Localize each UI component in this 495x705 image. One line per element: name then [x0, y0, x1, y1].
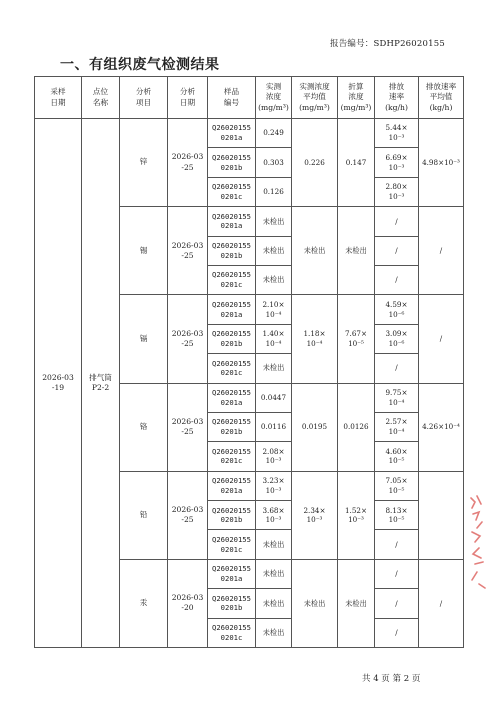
- analysis-item: 汞: [120, 559, 168, 647]
- sample-id-line: Q26020155: [212, 446, 251, 456]
- concentration-average-line: 10⁻³: [306, 515, 323, 525]
- column-header: [419, 77, 464, 119]
- measured-concentration-line: 未检出: [262, 627, 285, 637]
- sample-id: [208, 236, 256, 265]
- measured-concentration-line: 3.23×: [262, 476, 285, 486]
- analysis-item: 铅: [120, 471, 168, 559]
- emission-rate-line: 6.69×: [385, 152, 408, 162]
- sample-id-line: 0201c: [220, 544, 243, 554]
- converted-concentration: [338, 471, 375, 559]
- sample-id-line: 0201b: [220, 162, 243, 172]
- measured-concentration-line: 0.303: [263, 157, 284, 167]
- measured-concentration: [256, 501, 292, 530]
- column-header-line: (mg/m³): [340, 102, 372, 112]
- column-header: [292, 77, 338, 119]
- column-header-line: 速率: [388, 92, 405, 102]
- analysis-date: [168, 295, 208, 383]
- column-header-line: 日期: [179, 97, 196, 107]
- emission-rate-average: [419, 471, 464, 559]
- analysis-date-line: -25: [181, 250, 194, 260]
- sample-id: [208, 295, 256, 324]
- analysis-date: [168, 383, 208, 471]
- measured-concentration: [256, 354, 292, 383]
- converted-concentration: [338, 559, 375, 647]
- sample-id-line: Q26020155: [212, 564, 251, 574]
- emission-rate-average: [419, 207, 464, 295]
- emission-rate: [375, 589, 419, 618]
- analysis-item: 铬: [120, 383, 168, 471]
- red-seal-stamp-icon: [467, 492, 491, 592]
- measured-concentration: [256, 265, 292, 294]
- emission-rate: [375, 383, 419, 412]
- measured-concentration-line: 10⁻⁴: [265, 309, 282, 319]
- emission-rate: [375, 177, 419, 206]
- analysis-date-line: -20: [181, 603, 194, 613]
- measured-concentration: [256, 471, 292, 500]
- measured-concentration: [256, 177, 292, 206]
- analysis-item: 锌: [120, 119, 168, 207]
- sample-id-line: Q26020155: [212, 358, 251, 368]
- measured-concentration-line: 未检出: [262, 363, 285, 373]
- sample-id-line: 0201c: [220, 456, 243, 466]
- sample-id-line: 0201b: [220, 427, 243, 437]
- concentration-average-line: 未检出: [303, 245, 326, 255]
- table-header-row: [35, 77, 464, 119]
- sample-id: [208, 324, 256, 353]
- measured-concentration-line: 2.10×: [262, 299, 285, 309]
- emission-rate-line: 10⁻⁴: [388, 427, 405, 437]
- measured-concentration: [256, 412, 292, 441]
- sample-id-line: Q26020155: [212, 505, 251, 515]
- concentration-average: [292, 559, 338, 647]
- converted-concentration-line: 1.52×: [344, 505, 368, 515]
- table-row: [35, 119, 464, 148]
- sample-id-line: 0201c: [220, 191, 243, 201]
- emission-rate: [375, 265, 419, 294]
- sample-id-line: 0201a: [220, 309, 243, 319]
- sampling-location-line: P2-2: [91, 383, 110, 393]
- column-header-line: 编号: [223, 97, 240, 107]
- column-header-line: 平均值: [303, 92, 326, 102]
- emission-rate: [375, 324, 419, 353]
- sample-id: [208, 383, 256, 412]
- measured-concentration: [256, 530, 292, 559]
- measured-concentration-line: 10⁻³: [265, 515, 282, 525]
- measured-concentration-line: 3.68×: [262, 505, 285, 515]
- emission-rate-line: 7.05×: [385, 476, 408, 486]
- emission-rate: [375, 471, 419, 500]
- measured-concentration: [256, 148, 292, 177]
- concentration-average: [292, 207, 338, 295]
- converted-concentration: [338, 295, 375, 383]
- emission-rate-average: [419, 559, 464, 647]
- emission-rate-line: /: [395, 627, 398, 637]
- sampling-date: [35, 119, 82, 648]
- measured-concentration-line: 10⁻³: [265, 485, 282, 495]
- measured-concentration-line: 10⁻³: [265, 456, 282, 466]
- emission-rate-line: 10⁻³: [388, 133, 405, 143]
- column-header-line: 折算: [348, 82, 364, 92]
- emission-rate: [375, 354, 419, 383]
- measured-concentration-line: 未检出: [262, 245, 285, 255]
- section-title: 一、有组织废气检测结果: [60, 57, 220, 73]
- measured-concentration: [256, 207, 292, 236]
- measured-concentration: [256, 559, 292, 588]
- measured-concentration: [256, 589, 292, 618]
- analysis-date-line: 2026-03: [171, 416, 204, 426]
- emission-rate: [375, 119, 419, 148]
- emission-rate-average: [419, 295, 464, 383]
- concentration-average-line: 0.0195: [301, 422, 328, 432]
- analysis-date: [168, 119, 208, 207]
- analysis-date: [168, 471, 208, 559]
- column-header-line: 项目: [135, 97, 152, 107]
- column-header-line: 浓度: [348, 92, 364, 102]
- column-header-line: (mg/m³): [258, 102, 289, 112]
- emission-rate-line: /: [395, 216, 398, 226]
- concentration-average: [292, 471, 338, 559]
- sample-id-line: Q26020155: [212, 623, 251, 633]
- measured-concentration: [256, 442, 292, 471]
- sample-id: [208, 354, 256, 383]
- column-header-line: 浓度: [265, 92, 282, 102]
- analysis-date-line: 2026-03: [171, 240, 204, 250]
- concentration-average: [292, 119, 338, 207]
- column-header-line: 分析: [135, 87, 152, 97]
- sampling-date-line: -19: [51, 383, 65, 393]
- measured-concentration-line: 未检出: [262, 275, 285, 285]
- sample-id-line: 0201b: [220, 603, 243, 613]
- sample-id: [208, 559, 256, 588]
- measured-concentration-line: 10⁻⁴: [265, 338, 282, 348]
- sampling-date-line: 2026-03: [42, 372, 74, 382]
- sampling-location-line: 排气筒: [89, 372, 112, 382]
- emission-rate-average: [419, 383, 464, 471]
- emission-rate-line: 10⁻⁴: [388, 397, 405, 407]
- emission-rate-average-line: 4.98×10⁻³: [422, 157, 460, 167]
- concentration-average-line: 未检出: [303, 598, 326, 608]
- sample-id-line: 0201c: [220, 280, 243, 290]
- emission-rate-line: 10⁻⁶: [388, 338, 405, 348]
- sample-id: [208, 589, 256, 618]
- concentration-average-line: 1.18×: [303, 329, 326, 339]
- converted-concentration: [338, 207, 375, 295]
- column-header-line: (mg/m³): [299, 102, 330, 112]
- measured-concentration: [256, 618, 292, 647]
- emission-rate-average-line: /: [439, 245, 443, 255]
- emission-rate-line: 3.09×: [385, 329, 408, 339]
- emission-rate-line: 5.44×: [385, 123, 408, 133]
- column-header-line: 日期: [50, 97, 66, 107]
- sampling-location: [82, 119, 120, 648]
- sample-id-line: Q26020155: [212, 534, 251, 544]
- emission-rate-line: 4.60×: [385, 446, 408, 456]
- emission-rate: [375, 236, 419, 265]
- measured-concentration-line: 未检出: [262, 569, 285, 579]
- concentration-average: [292, 295, 338, 383]
- emission-rate-line: /: [395, 569, 398, 579]
- measured-concentration-line: 0.0116: [260, 422, 287, 432]
- sample-id-line: 0201a: [220, 133, 243, 143]
- column-header-line: 点位: [92, 87, 109, 97]
- measured-concentration-line: 未检出: [262, 598, 285, 608]
- column-header-line: 分析: [179, 87, 196, 97]
- column-header: [256, 77, 292, 119]
- emission-rate-line: /: [395, 539, 398, 549]
- analysis-date-line: 2026-03: [171, 505, 204, 515]
- measured-concentration-line: 0.0447: [260, 392, 287, 402]
- sample-id: [208, 442, 256, 471]
- sample-id-line: Q26020155: [212, 299, 251, 309]
- sample-id: [208, 501, 256, 530]
- emission-rate: [375, 501, 419, 530]
- column-header-line: 样品: [223, 87, 240, 97]
- converted-concentration-line: 未检出: [345, 598, 367, 608]
- concentration-average-line: 10⁻⁴: [306, 338, 323, 348]
- column-header: [208, 77, 256, 119]
- column-header-line: 实测浓度: [299, 82, 330, 92]
- column-header: [120, 77, 168, 119]
- emission-rate-average-line: /: [439, 598, 443, 608]
- measured-concentration: [256, 383, 292, 412]
- emission-rate: [375, 618, 419, 647]
- converted-concentration-line: 7.67×: [344, 329, 368, 339]
- emission-rate-line: 10⁻⁵: [388, 515, 405, 525]
- sample-id: [208, 530, 256, 559]
- analysis-date-line: -25: [181, 338, 194, 348]
- emission-rate-line: 8.13×: [385, 505, 408, 515]
- concentration-average: [292, 383, 338, 471]
- emission-rate-average-line: /: [439, 334, 443, 344]
- analysis-date-line: 2026-03: [171, 328, 204, 338]
- analysis-date: [168, 207, 208, 295]
- analysis-date-line: 2026-03: [171, 152, 204, 162]
- concentration-average-line: 2.34×: [303, 505, 326, 515]
- sample-id-line: Q26020155: [212, 417, 251, 427]
- analysis-date-line: -25: [181, 515, 194, 525]
- converted-concentration: [338, 383, 375, 471]
- sample-id: [208, 265, 256, 294]
- page-footer: 共 4 页 第 2 页: [362, 674, 421, 684]
- column-header-line: 采样: [50, 87, 66, 97]
- column-header: [338, 77, 375, 119]
- emission-rate-line: 10⁻³: [388, 191, 405, 201]
- sample-id-line: Q26020155: [212, 123, 251, 133]
- converted-concentration: [338, 119, 375, 207]
- analysis-date-line: -25: [181, 162, 194, 172]
- column-header-line: 名称: [92, 97, 109, 107]
- emission-rate: [375, 295, 419, 324]
- sample-id: [208, 207, 256, 236]
- emission-rate-line: 2.80×: [385, 182, 408, 192]
- emission-rate: [375, 442, 419, 471]
- column-header: [375, 77, 419, 119]
- measured-concentration-line: 0.126: [263, 187, 284, 197]
- sample-id: [208, 471, 256, 500]
- emission-rate-line: 10⁻⁵: [388, 485, 405, 495]
- sample-id-line: Q26020155: [212, 593, 251, 603]
- sample-id: [208, 412, 256, 441]
- measured-concentration: [256, 236, 292, 265]
- measured-concentration: [256, 324, 292, 353]
- emission-rate: [375, 148, 419, 177]
- emission-rate-line: 10⁻⁵: [388, 456, 405, 466]
- column-header-line: 排放速率: [425, 82, 457, 92]
- column-header-line: 平均值: [429, 92, 453, 102]
- converted-concentration-line: 10⁻³: [348, 515, 364, 525]
- sample-id-line: 0201c: [220, 632, 243, 642]
- sample-id: [208, 119, 256, 148]
- emission-rate-line: 9.75×: [385, 387, 408, 397]
- column-header-line: 排放: [388, 82, 405, 92]
- sample-id: [208, 177, 256, 206]
- analysis-date-line: -25: [181, 427, 194, 437]
- column-header-line: (kg/h): [385, 102, 408, 112]
- emission-rate-line: 4.59×: [385, 299, 408, 309]
- sample-id-line: 0201c: [220, 368, 243, 378]
- emission-rate: [375, 412, 419, 441]
- sample-id-line: Q26020155: [212, 476, 251, 486]
- emission-rate-line: /: [395, 275, 398, 285]
- sample-id-line: 0201b: [220, 250, 243, 260]
- emission-rate-line: /: [395, 363, 398, 373]
- converted-concentration-line: 未检出: [345, 245, 367, 255]
- concentration-average-line: 0.226: [304, 157, 325, 167]
- sample-id-line: Q26020155: [212, 182, 251, 192]
- sample-id-line: 0201b: [220, 338, 243, 348]
- converted-concentration-line: 10⁻⁵: [348, 338, 364, 348]
- analysis-item: 锡: [120, 207, 168, 295]
- measured-concentration-line: 未检出: [262, 216, 285, 226]
- emission-rate-line: 2.57×: [385, 417, 408, 427]
- measured-concentration: [256, 119, 292, 148]
- emission-rate-line: 10⁻⁶: [388, 309, 405, 319]
- emission-rate: [375, 530, 419, 559]
- column-header-line: (kg/h): [429, 102, 453, 112]
- column-header-line: 实测: [265, 82, 282, 92]
- sample-id-line: 0201a: [220, 397, 243, 407]
- measured-concentration-line: 1.40×: [262, 329, 285, 339]
- sample-id: [208, 618, 256, 647]
- measured-concentration-line: 未检出: [262, 539, 285, 549]
- emission-rate: [375, 559, 419, 588]
- emission-rate-average: [419, 119, 464, 207]
- analysis-date-line: 2026-03: [171, 593, 204, 603]
- sample-id-line: 0201b: [220, 515, 243, 525]
- column-header: [168, 77, 208, 119]
- sample-id-line: Q26020155: [212, 387, 251, 397]
- converted-concentration-line: 0.0126: [343, 422, 369, 432]
- emission-rate-line: 10⁻³: [388, 162, 405, 172]
- emission-rate-line: /: [395, 245, 398, 255]
- report-number: 报告编号：SDHP26020155: [330, 39, 445, 49]
- column-header: [82, 77, 120, 119]
- sample-id-line: 0201a: [220, 485, 243, 495]
- sample-id-line: Q26020155: [212, 152, 251, 162]
- analysis-date: [168, 559, 208, 647]
- measured-concentration-line: 0.249: [263, 128, 284, 138]
- sample-id-line: 0201a: [220, 221, 243, 231]
- sample-id-line: Q26020155: [212, 329, 251, 339]
- sample-id-line: Q26020155: [212, 270, 251, 280]
- measured-concentration: [256, 295, 292, 324]
- measured-concentration-line: 2.08×: [262, 446, 285, 456]
- column-header: [35, 77, 82, 119]
- converted-concentration-line: 0.147: [345, 157, 367, 167]
- emission-rate-average-line: 4.26×10⁻⁴: [422, 422, 460, 432]
- emission-rate: [375, 207, 419, 236]
- sample-id-line: 0201a: [220, 574, 243, 584]
- exhaust-gas-results-table: [34, 76, 464, 648]
- sample-id: [208, 148, 256, 177]
- analysis-item: 镉: [120, 295, 168, 383]
- emission-rate-line: /: [395, 598, 398, 608]
- sample-id-line: Q26020155: [212, 241, 251, 251]
- sample-id-line: Q26020155: [212, 211, 251, 221]
